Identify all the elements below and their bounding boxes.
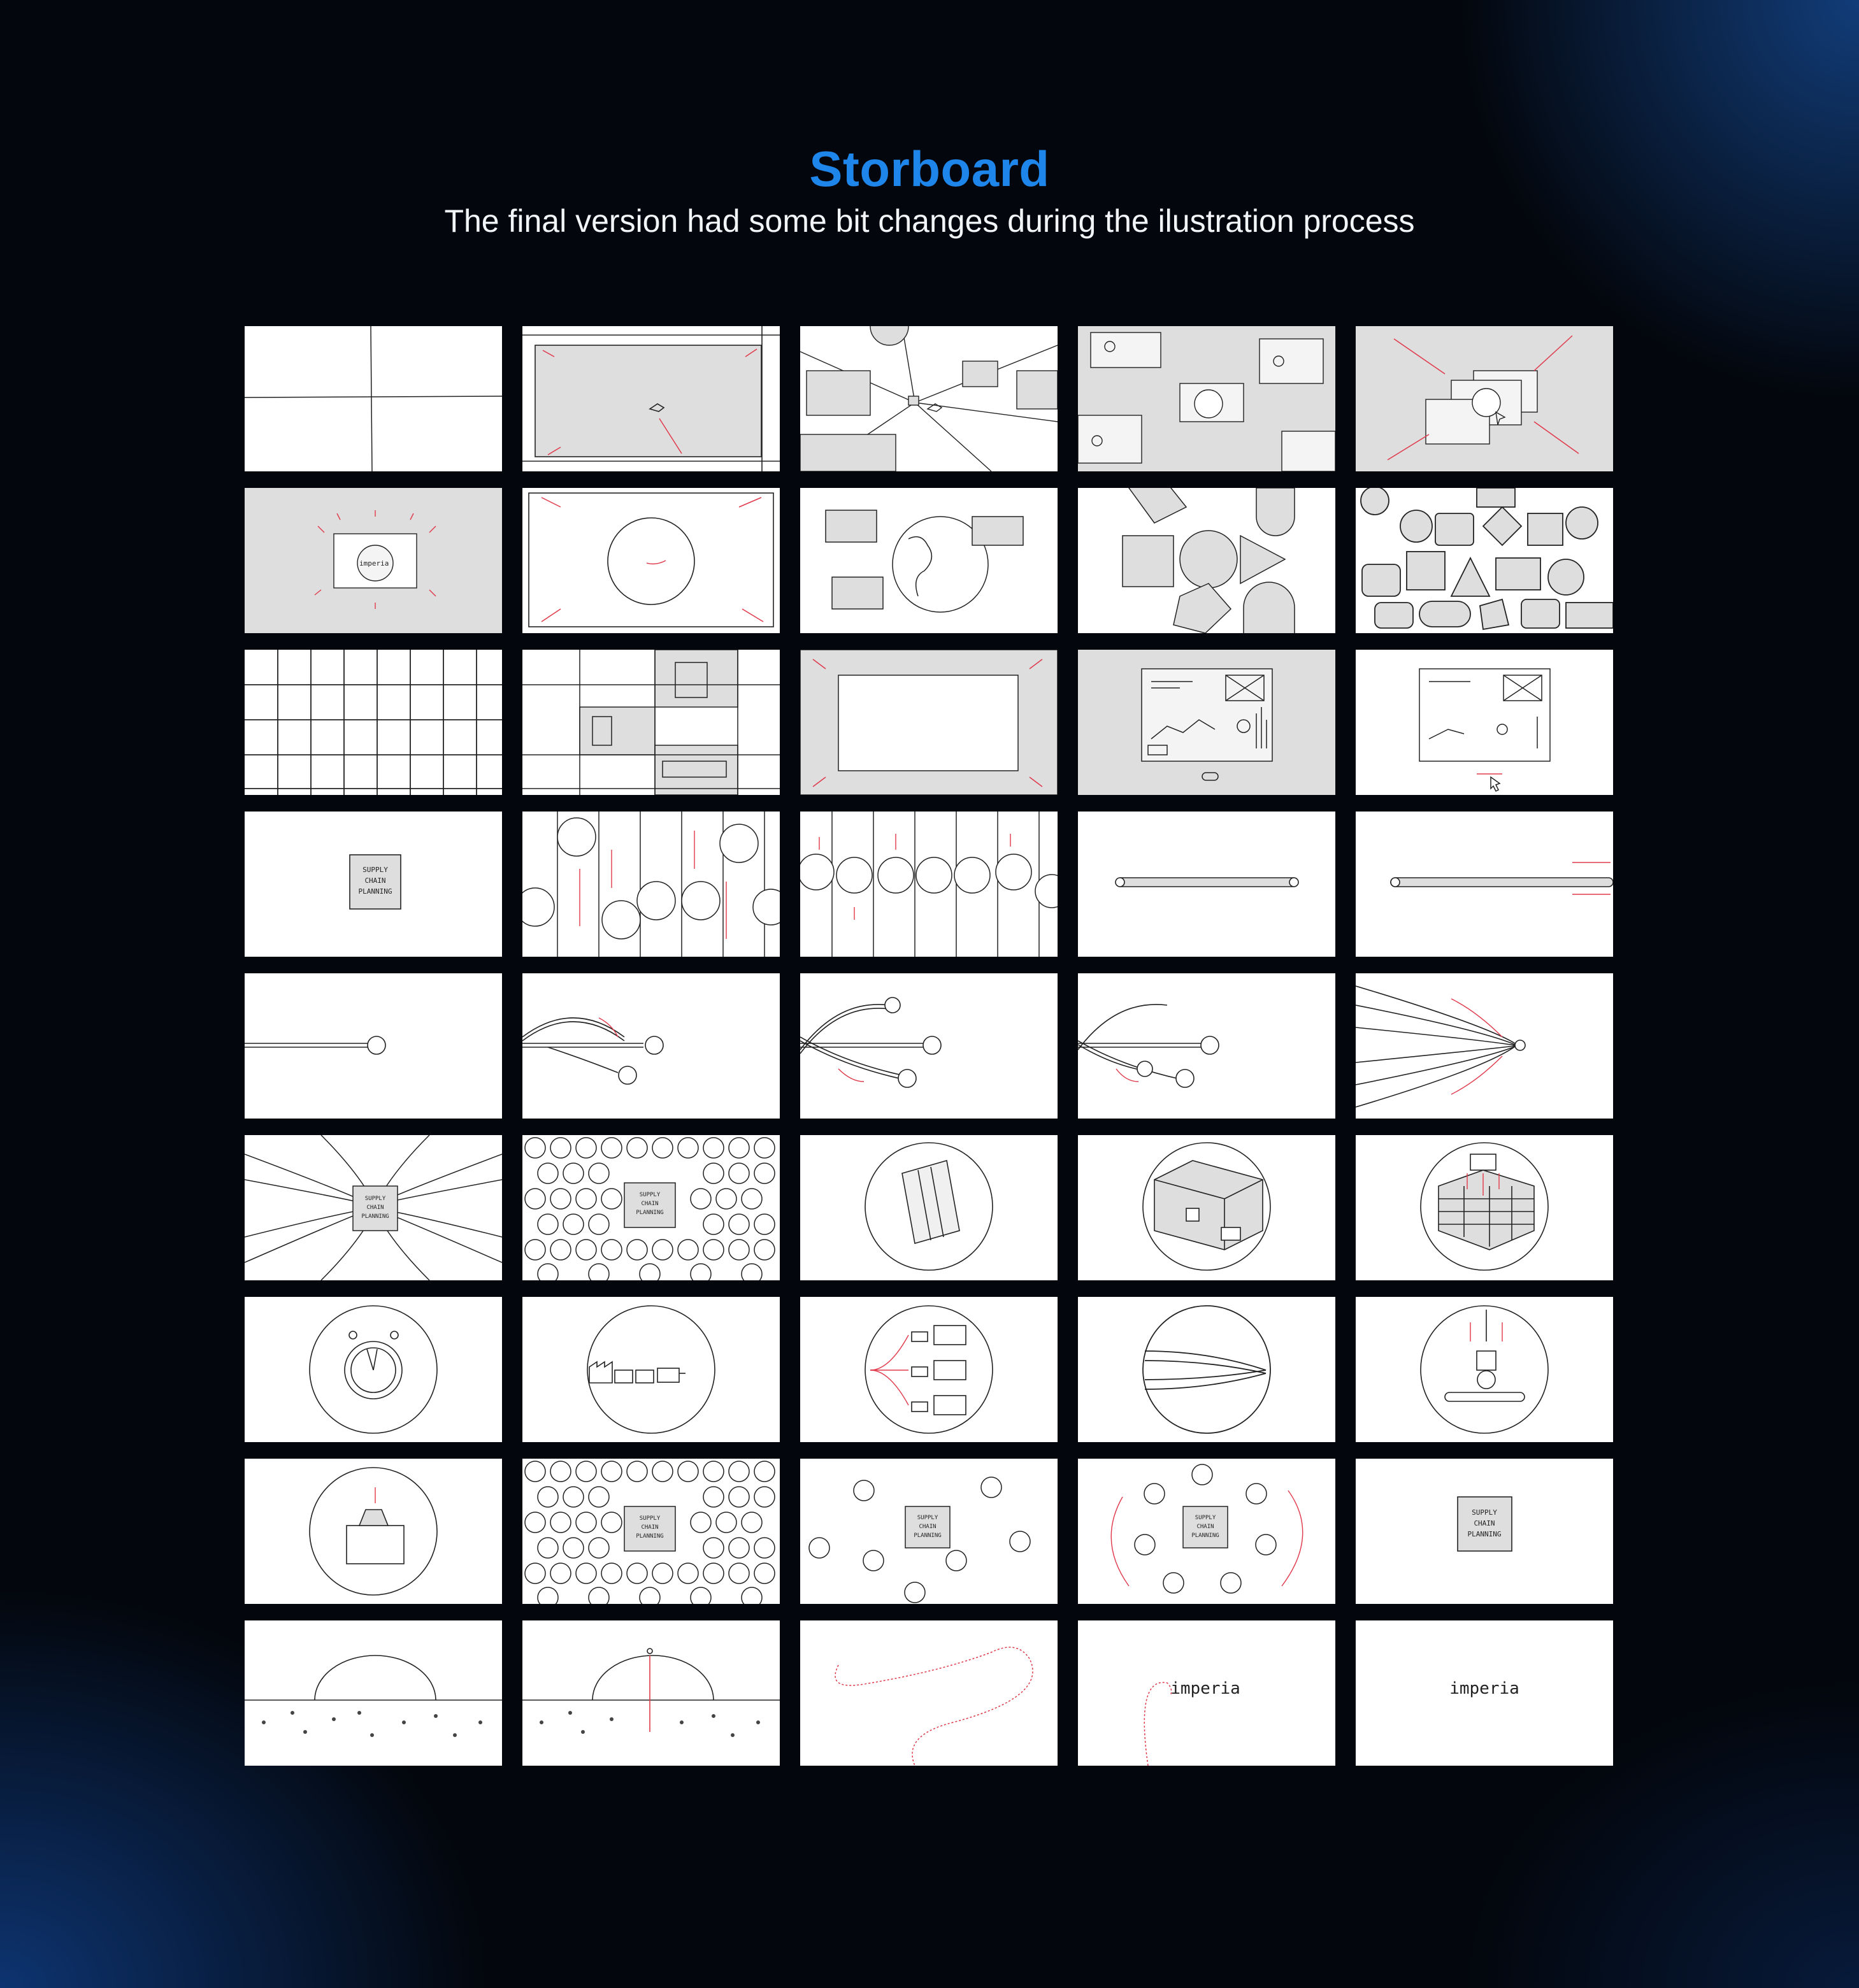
scp-line-2: CHAIN [641,1201,659,1207]
storyboard-frame-4 [1078,326,1335,471]
storyboard-frame-24 [1078,973,1335,1119]
storyboard-frame-37 [522,1459,780,1604]
storyboard-frame-35 [1356,1297,1613,1442]
storyboard-frame-2 [522,326,780,471]
scp-line-3: PLANNING [636,1210,664,1216]
storyboard-frame-10 [1356,488,1613,633]
storyboard-frame-6 [245,488,502,633]
scp-line-2: CHAIN [641,1524,659,1531]
storyboard-frame-8 [800,488,1058,633]
storyboard-frame-39 [1078,1459,1335,1604]
storyboard-frame-20 [1356,812,1613,957]
storyboard-frame-17 [522,812,780,957]
storyboard-frame-21 [245,973,502,1119]
storyboard-frame-1 [245,326,502,471]
scp-line-2: CHAIN [919,1524,937,1530]
storyboard-frame-28 [800,1135,1058,1280]
storyboard-frame-5 [1356,326,1613,471]
storyboard-frame-12 [522,650,780,795]
page-subtitle: The final version had some bit changes during the ilustration process [444,203,1415,239]
storyboard-frame-29 [1078,1135,1335,1280]
scp-line-1: SUPPLY [362,866,388,874]
storyboard-frame-11 [245,650,502,795]
storyboard-frame-19 [1078,812,1335,957]
scp-line-2: CHAIN [366,1205,384,1211]
storyboard-frame-23 [800,973,1058,1119]
storyboard-frame-14 [1078,650,1335,795]
scp-line-1: SUPPLY [364,1196,386,1202]
storyboard-frame-16 [245,812,502,957]
scp-line-1: SUPPLY [1195,1515,1216,1521]
scp-line-2: CHAIN [1474,1519,1495,1527]
storyboard-frame-22 [522,973,780,1119]
storyboard-frame-9 [1078,488,1335,633]
storyboard-frame-32 [522,1297,780,1442]
scp-line-1: SUPPLY [639,1515,661,1522]
brand-text: imperia [359,559,389,568]
scp-line-2: CHAIN [1196,1524,1214,1530]
storyboard-frame-40 [1356,1459,1613,1604]
storyboard-frame-41 [245,1620,502,1766]
storyboard-frame-45 [1356,1620,1613,1766]
scp-line-1: SUPPLY [1472,1508,1497,1517]
scp-line-3: PLANNING [361,1213,389,1220]
storyboard-frame-34 [1078,1297,1335,1442]
storyboard-frame-27 [522,1135,780,1280]
storyboard-frame-42 [522,1620,780,1766]
storyboard-frame-18 [800,812,1058,957]
storyboard-frame-30 [1356,1135,1613,1280]
scp-line-3: PLANNING [1467,1530,1502,1538]
storyboard-frame-25 [1356,973,1613,1119]
brand-text: imperia [1170,1679,1240,1698]
storyboard-frame-38 [800,1459,1058,1604]
scp-line-1: SUPPLY [917,1515,938,1521]
storyboard-frame-7 [522,488,780,633]
storyboard-frame-15 [1356,650,1613,795]
scp-line-3: PLANNING [914,1533,942,1539]
storyboard-frame-36 [245,1459,502,1604]
page-title: Storboard [809,141,1050,197]
scp-line-3: PLANNING [636,1533,664,1540]
storyboard-frame-44 [1078,1620,1335,1766]
storyboard-frame-43 [800,1620,1058,1766]
scp-line-2: CHAIN [364,876,386,885]
storyboard-frame-13 [800,650,1058,795]
scp-line-1: SUPPLY [639,1192,661,1198]
storyboard-frame-26 [245,1135,502,1280]
scp-line-3: PLANNING [358,887,392,896]
storyboard-frame-3 [800,326,1058,471]
storyboard-frame-33 [800,1297,1058,1442]
storyboard-frame-31 [245,1297,502,1442]
brand-text: imperia [1449,1679,1519,1698]
scp-line-3: PLANNING [1191,1533,1219,1539]
